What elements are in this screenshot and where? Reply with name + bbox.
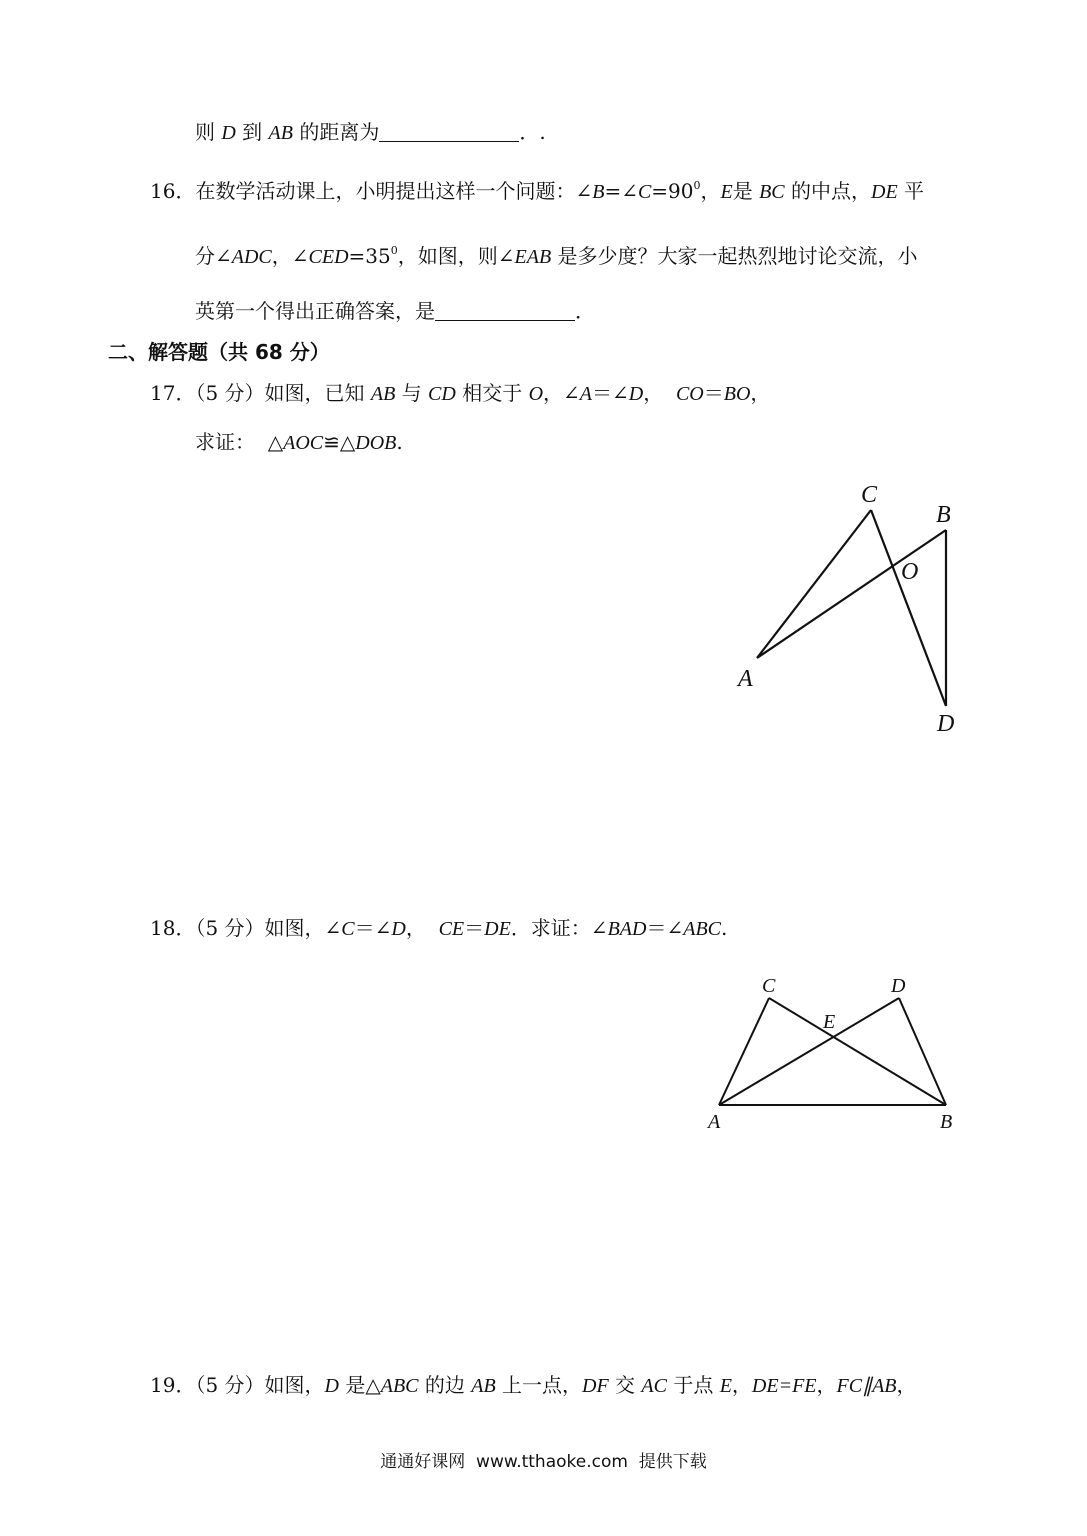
var: ABC (380, 1375, 419, 1397)
text: ， (405, 916, 439, 940)
label-b: B (940, 1111, 953, 1133)
text: 分∠ (195, 244, 232, 268)
var: DE (871, 181, 898, 203)
text: ，如图，则∠ (397, 244, 515, 268)
var: DE=FE (751, 1375, 817, 1397)
var: D (221, 122, 236, 144)
label-d: D (937, 711, 955, 737)
var: ADC (231, 246, 272, 268)
text: ．求证：∠ (510, 916, 608, 940)
page-footer: 通通好课网 www.tthaoke.com 提供下载 (380, 1452, 707, 1472)
var: D (391, 918, 406, 940)
var: B (592, 181, 605, 203)
var: DE (484, 918, 511, 940)
text: 是多少度？大家一起热烈地讨论交流，小 (551, 244, 918, 268)
var: CO (675, 383, 704, 405)
text: ，∠ (543, 381, 580, 405)
text: 求证： △ (195, 430, 284, 454)
text: 19．（5 分）如图， (150, 1373, 325, 1397)
text: ＝∠ (592, 381, 629, 405)
text: . (396, 430, 403, 454)
text: 17．（5 分）如图，已知 (150, 381, 371, 405)
text: . (721, 916, 728, 940)
var: BO (723, 383, 751, 405)
segment-ac (719, 998, 769, 1105)
text: 到 (235, 120, 269, 144)
text: 16．在数学活动课上，小明提出这样一个问题：∠ (150, 179, 593, 203)
degree-sup: 0 (693, 179, 701, 192)
text: 的边 (418, 1373, 472, 1397)
text: 相交于 (455, 381, 529, 405)
var: FC∥AB (836, 1375, 897, 1397)
text: 是 (732, 179, 760, 203)
text: 上一点， (495, 1373, 583, 1397)
text: 是△ (338, 1373, 381, 1397)
label-b: B (936, 502, 951, 528)
text: =90 (651, 179, 694, 203)
var: BC (759, 181, 785, 203)
text: 于点 (666, 1373, 720, 1397)
label-e: E (823, 1011, 836, 1033)
var: C (341, 918, 355, 940)
label-c: C (861, 482, 878, 508)
var: E (719, 1375, 732, 1397)
q19-line (150, 1375, 917, 1396)
text: 的距离为 (292, 120, 380, 144)
label-d: D (891, 975, 906, 997)
text: ＝∠ (646, 916, 684, 940)
var: A (579, 383, 592, 405)
label-c: C (762, 975, 776, 997)
var: ABC (683, 918, 722, 940)
label-a: A (708, 1111, 721, 1133)
text: 与 (395, 381, 429, 405)
text: ，∠ (271, 244, 309, 268)
var: EAB (514, 246, 552, 268)
text: =35 (348, 244, 391, 268)
degree-sup: 0 (390, 244, 398, 257)
text: ＝ (703, 381, 724, 405)
text: ＝∠ (354, 916, 392, 940)
var: C (637, 181, 652, 203)
text: ．. (519, 120, 546, 144)
var: DF (582, 1375, 609, 1397)
text: 则 (195, 120, 222, 144)
var: AB (471, 1375, 496, 1397)
text: =∠ (604, 179, 638, 203)
var: O (528, 383, 544, 405)
segment-db (899, 998, 946, 1105)
segment-cb (769, 998, 946, 1105)
text: ， (700, 179, 721, 203)
text: ≌△ (323, 430, 356, 454)
text: 18．（5 分）如图，∠ (150, 916, 342, 940)
label-o: O (901, 559, 919, 585)
var: D (628, 383, 644, 405)
var: E (720, 181, 733, 203)
var: BAD (607, 918, 647, 940)
var: AC (641, 1375, 667, 1397)
text: 的中点， (784, 179, 872, 203)
text: 交 (608, 1373, 642, 1397)
section-heading: 二、解答题（共 68 分） (108, 340, 330, 364)
text: 英第一个得出正确答案，是 (195, 299, 435, 323)
text: ， (731, 1373, 752, 1397)
var: CED (308, 246, 349, 268)
segment-ad (719, 998, 899, 1105)
var: DOB (355, 432, 397, 454)
var: CD (428, 383, 456, 405)
label-a: A (738, 666, 753, 692)
text: ． (575, 299, 595, 323)
text: ， (896, 1373, 917, 1397)
text: ， (643, 381, 676, 405)
text: ， (750, 381, 771, 405)
text: 平 (897, 179, 925, 203)
var: AOC (283, 432, 324, 454)
var: AB (370, 383, 396, 405)
var: D (324, 1375, 339, 1397)
text: ， (816, 1373, 837, 1397)
text: ＝ (464, 916, 485, 940)
var: CE (438, 918, 465, 940)
var: AB (268, 122, 293, 144)
